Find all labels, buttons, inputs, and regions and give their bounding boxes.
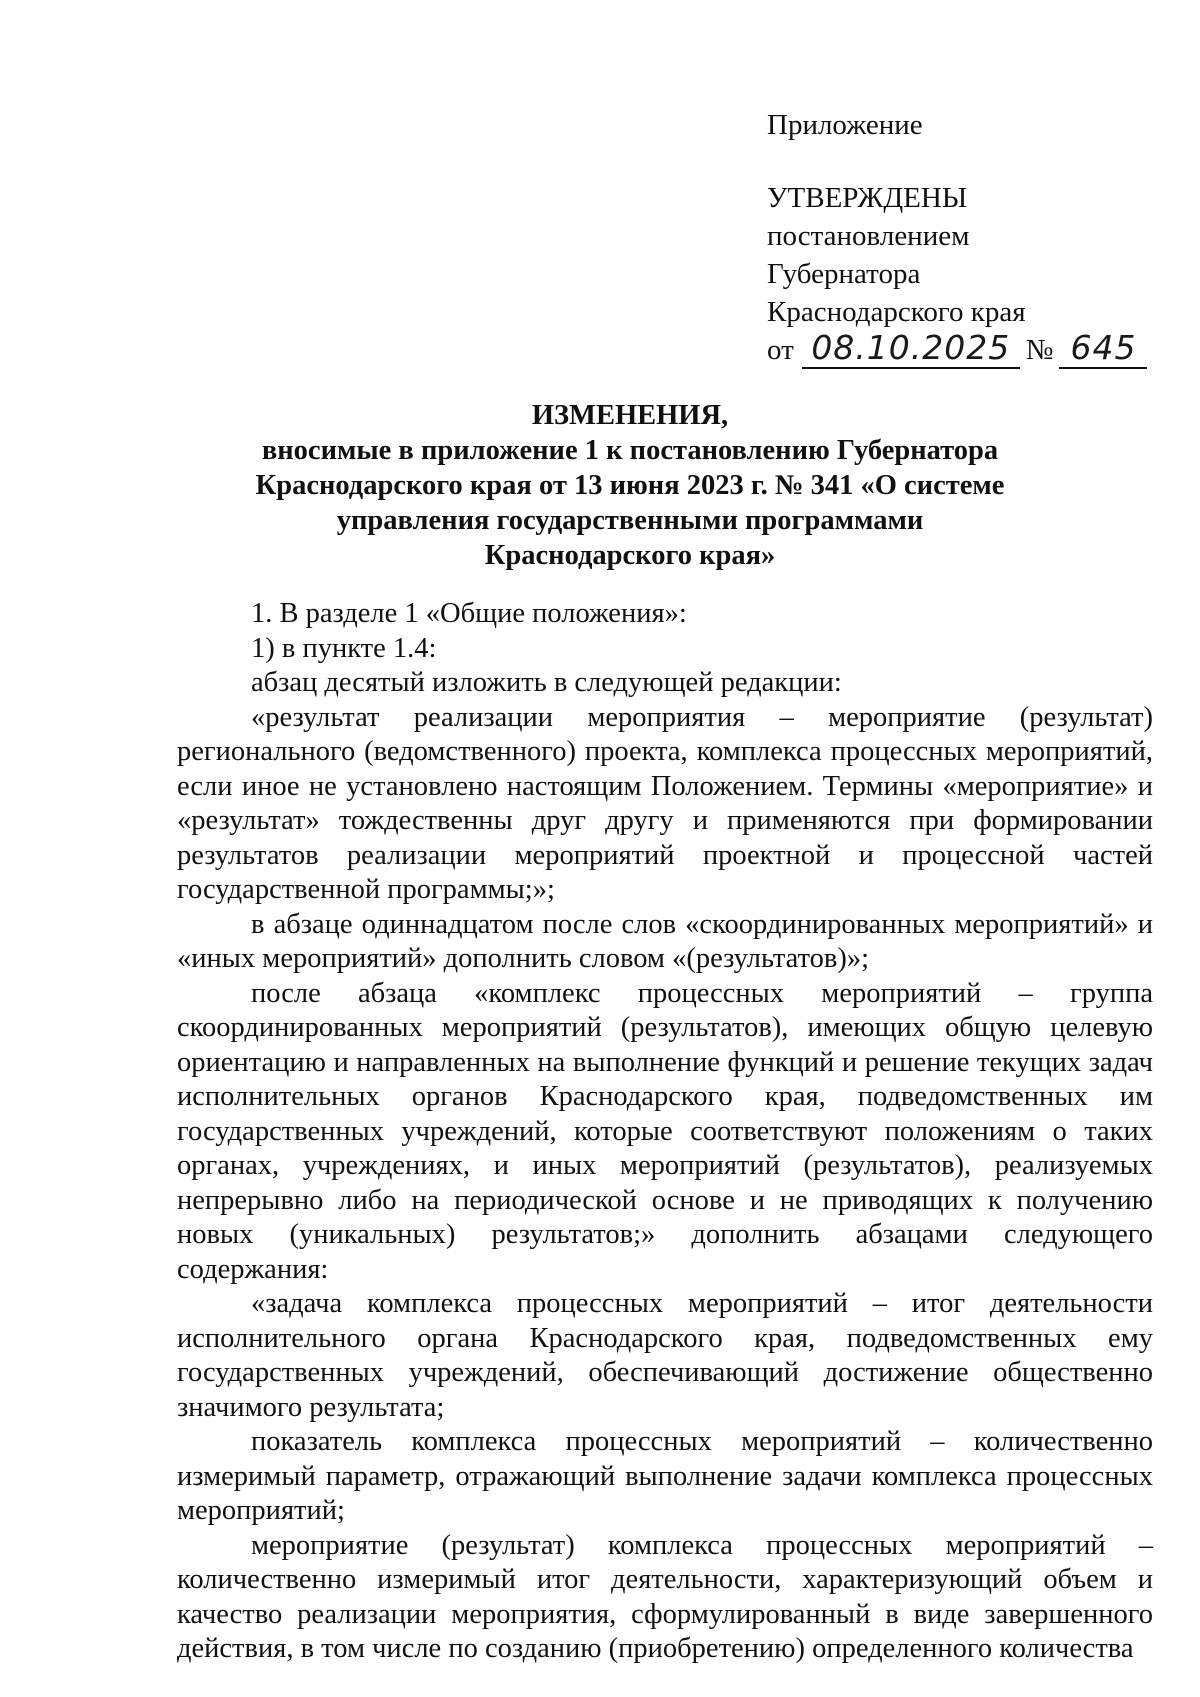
document-title [240,398,1020,573]
title-line-4: Краснодарского края» [484,540,776,571]
title-heading: ИЗМЕНЕНИЯ, [531,400,729,431]
paragraph-complex-definition: после абзаца «комплекс процессных мероприятий – группа скоординированных мероприятий (результатов), имеющих общую целевую ориентацию и направленных на выполнение функций и решение текущих задач исполнительных органов Краснодарского края, подведомственных им государственных учреждений, которые соответствуют положениям о таких органах, учреждениях, и иных мероприятий (результатов), реализуемых непрерывно либо на периодической основе и не приводящих к получению новых (уникальных) результатов;» дополнить абзацами следующего содержания: [177,977,1153,1285]
from-label: от [767,334,794,366]
paragraph-item-1: 1) в пункте 1.4: [251,632,437,664]
title-line-2: Краснодарского края от 13 июня 2023 г. № 341 «О системе [255,470,1005,501]
paragraph-section-1: 1. В разделе 1 «Общие положения»: [251,598,687,629]
paragraph-indicator-definition: показатель комплекса процессных мероприятий – количественно измеримый параметр, отражающий выполнение задачи комплекса процессных мероприятий; [177,1426,1153,1526]
document-body [177,597,1153,1667]
title-line-3: управления государственными программами [336,505,924,536]
region-label: Краснодарского края [767,296,1026,328]
by-decree-label: постановлением [767,220,970,252]
number-label: № [1025,334,1054,366]
approval-stamp-block [767,106,1147,369]
paragraph-result-definition: «результат реализации мероприятия – мероприятие (результат) регионального (ведомственного) проекта, комплекса процессных мероприятий, если иное не установлено настоящим Положением. Термины «мероприятие» и «результат» тождественны друг другу и применяются при формировании результатов реализации мероприятий проектной и процессной частей государственной программы;»; [177,701,1153,905]
handwritten-number: 645 [1070,328,1137,367]
paragraph-eleventh-amendment: в абзаце одиннадцатом после слов «скоординированных мероприятий» и «иных мероприятий» дополнить словом «(результатов)»; [177,908,1153,974]
approved-label: УТВЕРЖДЕНЫ [767,182,968,214]
date-number-line [767,328,1147,369]
paragraph-task-definition: «задача комплекса процессных мероприятий – итог деятельности исполнительного органа Краснодарского края, подведомственных ему государственных учреждений, обеспечивающий достижение общественно значимого результата; [177,1288,1153,1423]
handwritten-date: 08.10.2025 [811,328,1011,367]
appendix-label: Приложение [767,109,923,141]
title-line-1: вносимые в приложение 1 к постановлению Губернатора [261,435,999,466]
governor-label: Губернатора [767,258,921,290]
paragraph-event-definition: мероприятие (результат) комплекса процессных мероприятий – количественно измеримый итог деятельности, характеризующий объем и качество реализации мероприятия, сформулированный в виде завершенного действия, в том числе по созданию (приобретению) определенного количества [177,1529,1153,1664]
paragraph-instruction: абзац десятый изложить в следующей редакции: [251,667,842,698]
